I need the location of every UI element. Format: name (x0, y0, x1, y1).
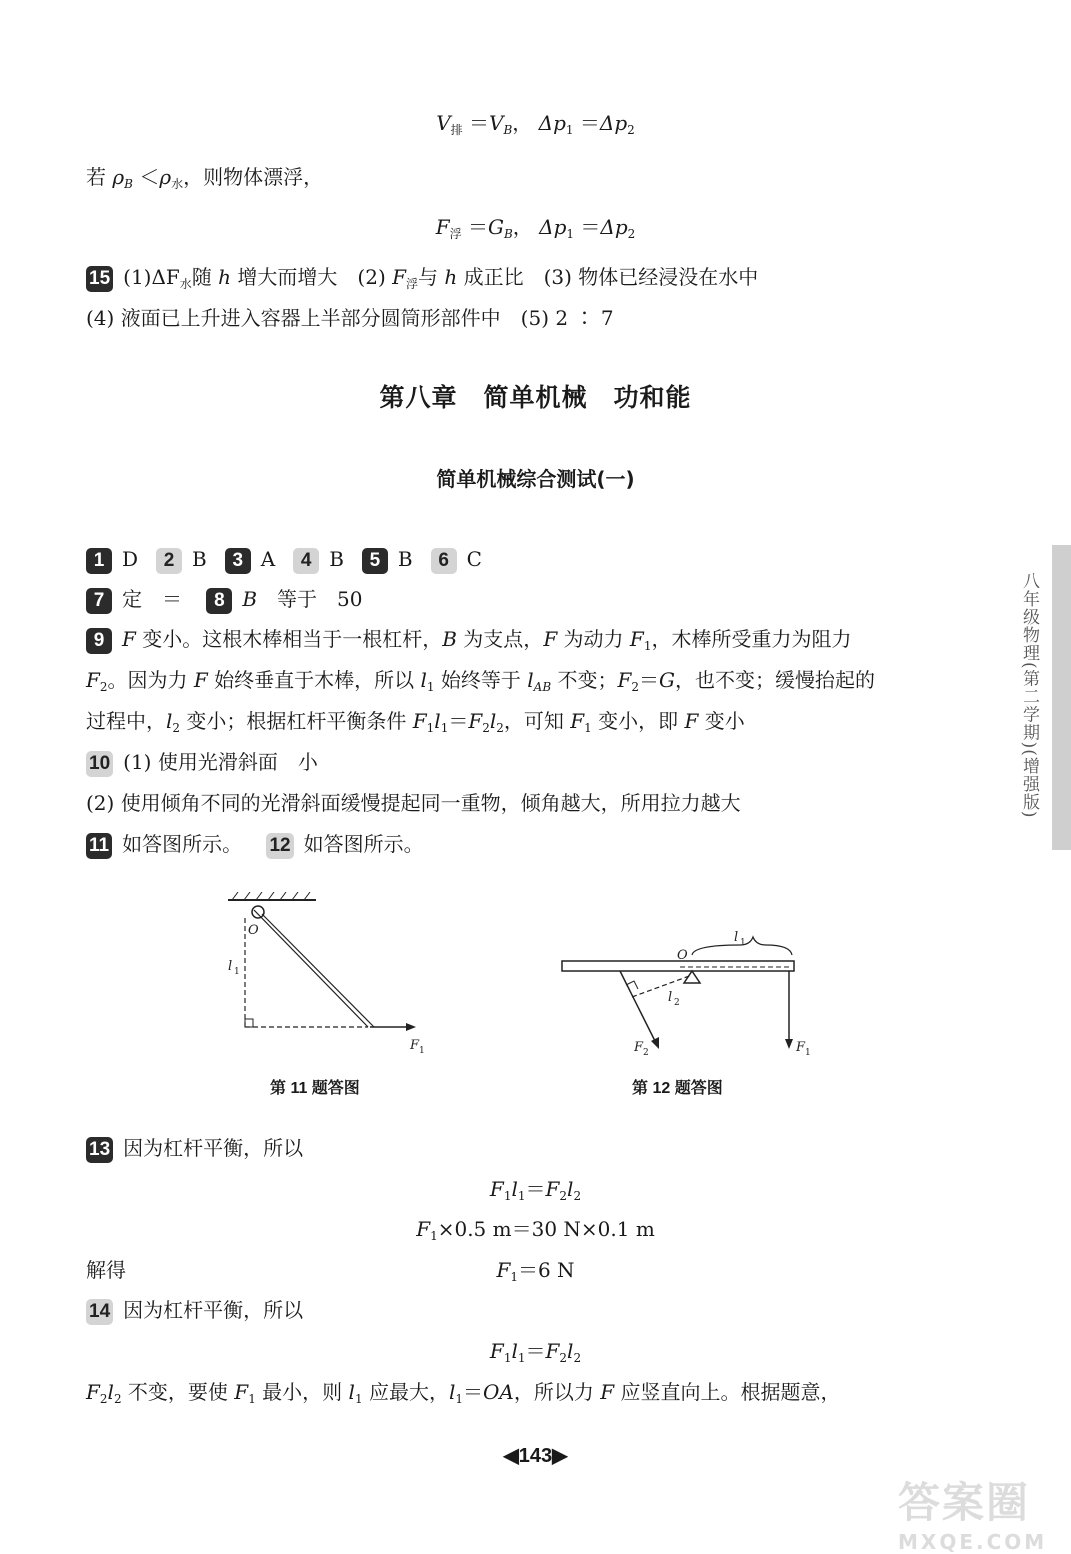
arm-l2 (632, 975, 692, 997)
q11-q12-line: 11 如答图所示。 12 如答图所示。 (86, 829, 424, 859)
sidebar-tab (1052, 545, 1071, 850)
watermark-logo (898, 1470, 1047, 1554)
f2-arrowhead (651, 1037, 659, 1049)
figure-11-caption: 第 11 题答图 (270, 1080, 360, 1097)
formula-v-pai: $V_排 =V_B$， $\Delta p_1 =\Delta p_2$ (436, 111, 635, 137)
q13-line: 13 因为杠杆平衡，所以 (86, 1133, 303, 1163)
section-title: 简单机械综合测试(一) (436, 467, 635, 491)
q10-badge: 10 (86, 751, 113, 777)
mc-badge-6: 6 (431, 548, 457, 574)
figure-12 (560, 925, 820, 1060)
label-l1-12: l (734, 930, 739, 945)
mc-badge-4: 4 (293, 548, 319, 574)
q14-eq1: $F_1l_1=F_2l_2$ (489, 1339, 582, 1365)
q10-line1: 10 (1) 使用光滑斜面 小 (86, 747, 318, 777)
label-f2-sub: 2 (643, 1048, 649, 1058)
q13-eq3: $F_1=6$ N (496, 1258, 575, 1284)
q9-line2: $F_2$。因为力 F 始终垂直于木棒，所以 $l_1$ 始终等于 $l_{AB}$ 不变；$F_2=G$，也不变；缓慢抬起的 (86, 668, 876, 694)
q11-badge: 11 (86, 833, 112, 859)
label-l2-sub: 2 (674, 998, 680, 1008)
label-f1-12: F (796, 1040, 806, 1055)
mc-answer-1: D (122, 547, 139, 571)
q15-line1: 15 $(1)\Delta F_水$随 h 增大而增大 (2) $F_浮$与 h 成正比 (3) 物体已经浸没在水中 (86, 262, 758, 292)
label-l1: l (228, 959, 233, 974)
f1-arrowhead (406, 1023, 416, 1031)
q13-eq1: $F_1l_1=F_2l_2$ (489, 1177, 582, 1203)
mc-badge-1: 1 (86, 548, 112, 574)
rod-edge-2 (262, 914, 374, 1027)
chapter-title: 第八章 简单机械 功和能 (379, 383, 692, 412)
q13-solve-label: 解得 (86, 1258, 126, 1282)
q7-q8-line: 7 定 ＝ 8 B 等于 50 (86, 584, 363, 614)
label-l2: l (668, 990, 673, 1005)
q15-badge: 15 (86, 266, 113, 292)
pivot-o (252, 906, 264, 918)
label-l1-sub: 1 (234, 967, 240, 977)
q8-badge: 8 (206, 588, 232, 614)
sidebar-book-title: 八年级物理(第二学期)(增强版) (1019, 572, 1039, 819)
q13-eq2: $F_1\times 0.5$ m＝30 N×0.1 m (416, 1217, 655, 1243)
right-angle-mark (245, 1019, 253, 1027)
label-f2: F (634, 1040, 644, 1055)
mc-badge-3: 3 (225, 548, 251, 574)
q9-line3: 过程中，$l_2$ 变小；根据杠杆平衡条件 $F_1l_1=F_2l_2$，可知 $F_1$ 变小，即 F 变小 (86, 709, 745, 735)
mc-badge-2: 2 (156, 548, 182, 574)
label-f1-12-sub: 1 (805, 1048, 811, 1058)
figure-12-caption: 第 12 题答图 (632, 1080, 723, 1097)
mc-badge-5: 5 (362, 548, 388, 574)
label-f1-sub: 1 (419, 1046, 425, 1056)
mc-answer-6: C (466, 547, 482, 571)
rod-edge-1 (254, 910, 368, 1027)
label-l1-12-sub: 1 (740, 938, 746, 948)
label-f1: F (410, 1038, 420, 1053)
ceiling-hatch (232, 892, 310, 900)
q14-line: 14 因为杠杆平衡，所以 (86, 1295, 303, 1325)
q14-last-line: $F_2l_2$ 不变，要使 $F_1$ 最小，则 $l_1$ 应最大，$l_1=OA$，所以力 F 应竖直向上。根据题意， (86, 1380, 841, 1406)
force-f2 (620, 971, 656, 1043)
watermark-big: 答案圈 (898, 1478, 1031, 1527)
page-number: ◀143▶ (503, 1445, 568, 1467)
if-rho-line: 若 $\rho_B <\rho_水$，则物体漂浮， (86, 165, 324, 191)
label-o: O (248, 923, 259, 938)
q12-badge: 12 (266, 833, 293, 859)
label-o-12: O (677, 948, 688, 963)
f1-arrowhead-12 (785, 1039, 793, 1049)
q7-badge: 7 (86, 588, 112, 614)
q15-line2: (4) 液面已上升进入容器上半部分圆筒形部件中 (5) 2 ∶ 7 (86, 306, 614, 330)
mc-answer-4: B (329, 547, 344, 571)
mc-answer-3: A (260, 547, 276, 571)
formula-f-fu: $F_浮 =G_B$， $\Delta p_1 =\Delta p_2$ (435, 215, 636, 241)
q9-badge: 9 (86, 628, 112, 654)
q10-line2: (2) 使用倾角不同的光滑斜面缓慢提起同一重物，倾角越大，所用拉力越大 (86, 791, 741, 815)
mc-answers-row (86, 544, 482, 574)
q9-line1: 9 F 变小。这根木棒相当于一根杠杆，B 为支点，F 为动力 $F_1$，木棒所受重力为阻力 (86, 624, 851, 654)
q14-badge: 14 (86, 1299, 113, 1325)
mc-answer-5: B (397, 547, 413, 571)
figure-11 (220, 892, 440, 1062)
watermark-small: MXQE.COM (898, 1530, 1048, 1554)
q13-badge: 13 (86, 1137, 113, 1163)
mc-answer-2: B (192, 547, 207, 571)
